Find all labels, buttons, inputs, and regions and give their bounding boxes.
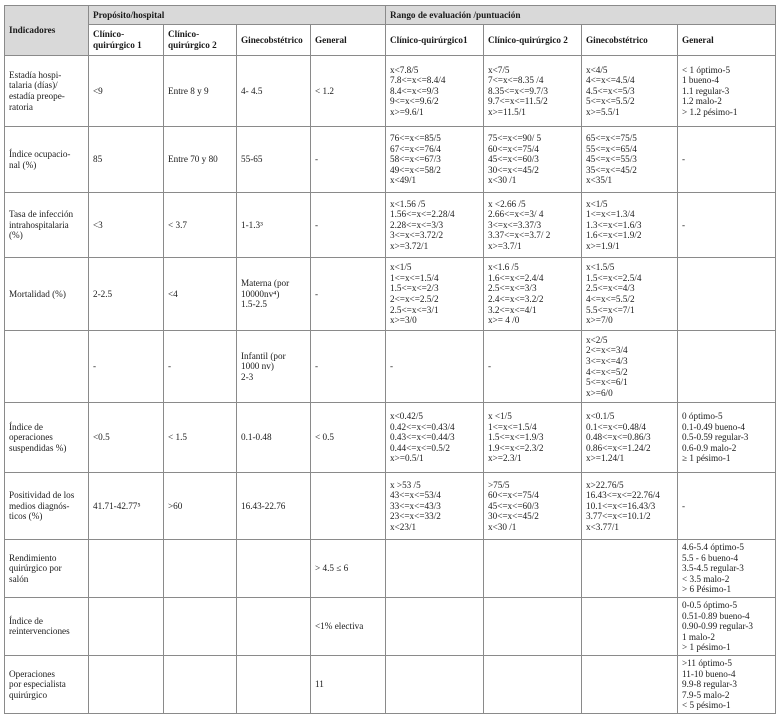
purpose-cell: <3 [89,193,164,258]
range-cell: - [678,473,776,540]
purpose-cell [164,540,237,598]
range-cell: 0 óptimo-5 0.1-0.49 bueno-4 0.5-0.59 regular-3 0.6-0.9 malo-2 ≥ 1 pésimo-1 [678,403,776,473]
purpose-cell: <0.5 [89,403,164,473]
range-cell [484,655,582,713]
table-row [5,403,776,473]
purpose-cell: >60 [164,473,237,540]
subheader-cell: Clínico-quirúrgico 2 [164,25,237,56]
subheader-cell: Clínico-quirúrgico 2 [484,25,582,56]
header-proposito-hospital: Propósito/hospital [89,6,386,25]
purpose-cell: - [164,331,237,403]
range-cell [678,258,776,331]
purpose-cell [164,655,237,713]
range-cell [582,540,678,598]
range-cell: x<0.1/5 0.1<=x<=0.48/4 0.48<=x<=0.86/3 0.86<=x<=1.24/2 x>=1.24/1 [582,403,678,473]
range-cell: < 1 óptimo-5 1 bueno-4 1.1 regular-3 1.2 malo-2 > 1.2 pésimo-1 [678,56,776,127]
subheader-cell: Ginecobstétrico [237,25,311,56]
indicator-cell: Índice ocupacio- nal (%) [5,127,89,193]
table-row [5,258,776,331]
purpose-cell: - [311,127,386,193]
range-cell [582,655,678,713]
table-row [5,56,776,127]
range-cell: >11 óptimo-5 11-10 bueno-4 9.9-8 regular-3 7.9-5 malo-2 < 5 pésimo-1 [678,655,776,713]
indicator-cell: Positividad de los medios diagnós- ticos (%) [5,473,89,540]
header-indicadores: Indicadores [5,6,89,56]
purpose-cell: > 4.5 ≤ 6 [311,540,386,598]
table-row [5,597,776,655]
range-cell: x<0.42/5 0.42<=x<=0.43/4 0.43<=x<=0.44/3 0.44<=x<=0.5/2 x>=0.5/1 [386,403,484,473]
purpose-cell [237,655,311,713]
range-cell: 76<=x<=85/5 67<=x<=76/4 58<=x<=67/3 49<=x<=58/2 x<49/1 [386,127,484,193]
purpose-cell: - [311,193,386,258]
purpose-cell: < 3.7 [164,193,237,258]
header-rango-evaluacion: Rango de evaluación /puntuación [386,6,776,25]
purpose-cell [89,540,164,598]
range-cell [386,540,484,598]
range-cell: - [386,331,484,403]
table-row [5,540,776,598]
range-cell: 0-0.5 óptimo-5 0.51-0.89 bueno-4 0.90-0.99 regular-3 1 malo-2 > 1 pésimo-1 [678,597,776,655]
range-cell: x<7/5 7<=x<=8.35 /4 8.35<=x<=9.7/3 9.7<=x<=11.5/2 x>=11.5/1 [484,56,582,127]
purpose-cell: 16.43-22.76 [237,473,311,540]
purpose-cell [311,473,386,540]
purpose-cell: 11 [311,655,386,713]
range-cell: x<1/5 1<=x<=1.5/4 1.5<=x<=2/3 2<=x<=2.5/2 2.5<=x<=3/1 x>=3/0 [386,258,484,331]
subheader-cell: General [678,25,776,56]
range-cell: - [484,331,582,403]
range-cell [484,540,582,598]
purpose-cell: < 1.2 [311,56,386,127]
range-cell: x<1.6 /5 1.6<=x<=2.4/4 2.5<=x<=3/3 2.4<=x<=3.2/2 3.2<=x<=4/1 x>= 4 /0 [484,258,582,331]
purpose-cell: <4 [164,258,237,331]
purpose-cell: < 0.5 [311,403,386,473]
indicator-cell: Mortalidad (%) [5,258,89,331]
range-cell: x<1.56 /5 1.56<=x<=2.28/4 2.28<=x<=3/3 3<=x<=3.72/2 x>=3.72/1 [386,193,484,258]
purpose-cell: 4- 4.5 [237,56,311,127]
purpose-cell: 2-2.5 [89,258,164,331]
purpose-cell [89,597,164,655]
purpose-cell [164,597,237,655]
range-cell: 75<=x<=90/ 5 60<=x<=75/4 45<=x<=60/3 30<=x<=45/2 x<30 /1 [484,127,582,193]
table-row [5,127,776,193]
range-cell [386,655,484,713]
range-cell: x<4/5 4<=x<=4.5/4 4.5<=x<=5/3 5<=x<=5.5/2 x>=5.5/1 [582,56,678,127]
range-cell: - [678,193,776,258]
purpose-cell: Infantil (por 1000 nv) 2-3 [237,331,311,403]
table-row [5,331,776,403]
range-cell: x<1/5 1<=x<=1.3/4 1.3<=x<=1.6/3 1.6<=x<=1.9/2 x>=1.9/1 [582,193,678,258]
purpose-cell: - [311,331,386,403]
purpose-cell: <1% electiva [311,597,386,655]
subheader-cell: Ginecobstétrico [582,25,678,56]
table-row [5,473,776,540]
indicator-cell: Estadía hospi- talaria (días)/ estadía preope- ratoria [5,56,89,127]
indicators-table [4,5,776,714]
subheader-cell: General [311,25,386,56]
range-cell: x >53 /5 43<=x<=53/4 33<=x<=43/3 23<=x<=33/2 x<23/1 [386,473,484,540]
indicator-cell [5,331,89,403]
range-cell: x <2.66 /5 2.66<=x<=3/ 4 3<=x<=3.37/3 3.37<=x<=3.7/ 2 x>=3.7/1 [484,193,582,258]
table-body [5,56,776,714]
indicator-cell: Operaciones por especialista quirúrgico [5,655,89,713]
range-cell [582,597,678,655]
range-cell: x>22.76/5 16.43<=x<=22.76/4 10.1<=x<=16.43/3 3.77<=x<=10.1/2 x<3.77/1 [582,473,678,540]
range-cell [484,597,582,655]
purpose-cell: 41.71-42.77⁵ [89,473,164,540]
purpose-cell: Materna (por 10000nv⁴) 1.5-2.5 [237,258,311,331]
purpose-cell [237,540,311,598]
indicator-cell: Tasa de infección intrahospitalaria (%) [5,193,89,258]
range-cell: >75/5 60<=x<=75/4 45<=x<=60/3 30<=x<=45/2 x<30 /1 [484,473,582,540]
purpose-cell [89,655,164,713]
range-cell [678,331,776,403]
table-row [5,655,776,713]
purpose-cell: <9 [89,56,164,127]
purpose-cell: Entre 70 y 80 [164,127,237,193]
range-cell: x<1.5/5 1.5<=x<=2.5/4 2.5<=x<=4/3 4<=x<=5.5/2 5.5<=x<=7/1 x>=7/0 [582,258,678,331]
range-cell: x <1/5 1<=x<=1.5/4 1.5<=x<=1.9/3 1.9<=x<=2.3/2 x>=2.3/1 [484,403,582,473]
purpose-cell: 1-1.3³ [237,193,311,258]
range-cell: x<2/5 2<=x<=3/4 3<=x<=4/3 4<=x<=5/2 5<=x<=6/1 x>=6/0 [582,331,678,403]
purpose-cell: 85 [89,127,164,193]
range-cell: 65<=x<=75/5 55<=x<=65/4 45<=x<=55/3 35<=x<=45/2 x<35/1 [582,127,678,193]
range-cell: - [678,127,776,193]
subheader-cell: Clínico-quirúrgico 1 [89,25,164,56]
purpose-cell [237,597,311,655]
purpose-cell: - [311,258,386,331]
purpose-cell: 0.1-0.48 [237,403,311,473]
range-cell: x<7.8/5 7.8<=x<=8.4/4 8.4<=x<=9/3 9<=x<=9.6/2 x>=9.6/1 [386,56,484,127]
purpose-cell: - [89,331,164,403]
indicator-cell: Rendimiento quirúrgico por salón [5,540,89,598]
purpose-cell: 55-65 [237,127,311,193]
range-cell [386,597,484,655]
subheader-cell: Clínico-quirúrgico1 [386,25,484,56]
indicator-cell: Índice de reintervenciones [5,597,89,655]
range-cell: 4.6-5.4 óptimo-5 5.5 - 6 bueno-4 3.5-4.5 regular-3 < 3.5 malo-2 > 6 Pésimo-1 [678,540,776,598]
table-row [5,193,776,258]
indicator-cell: Índice de operaciones suspendidas %) [5,403,89,473]
purpose-cell: < 1.5 [164,403,237,473]
purpose-cell: Entre 8 y 9 [164,56,237,127]
